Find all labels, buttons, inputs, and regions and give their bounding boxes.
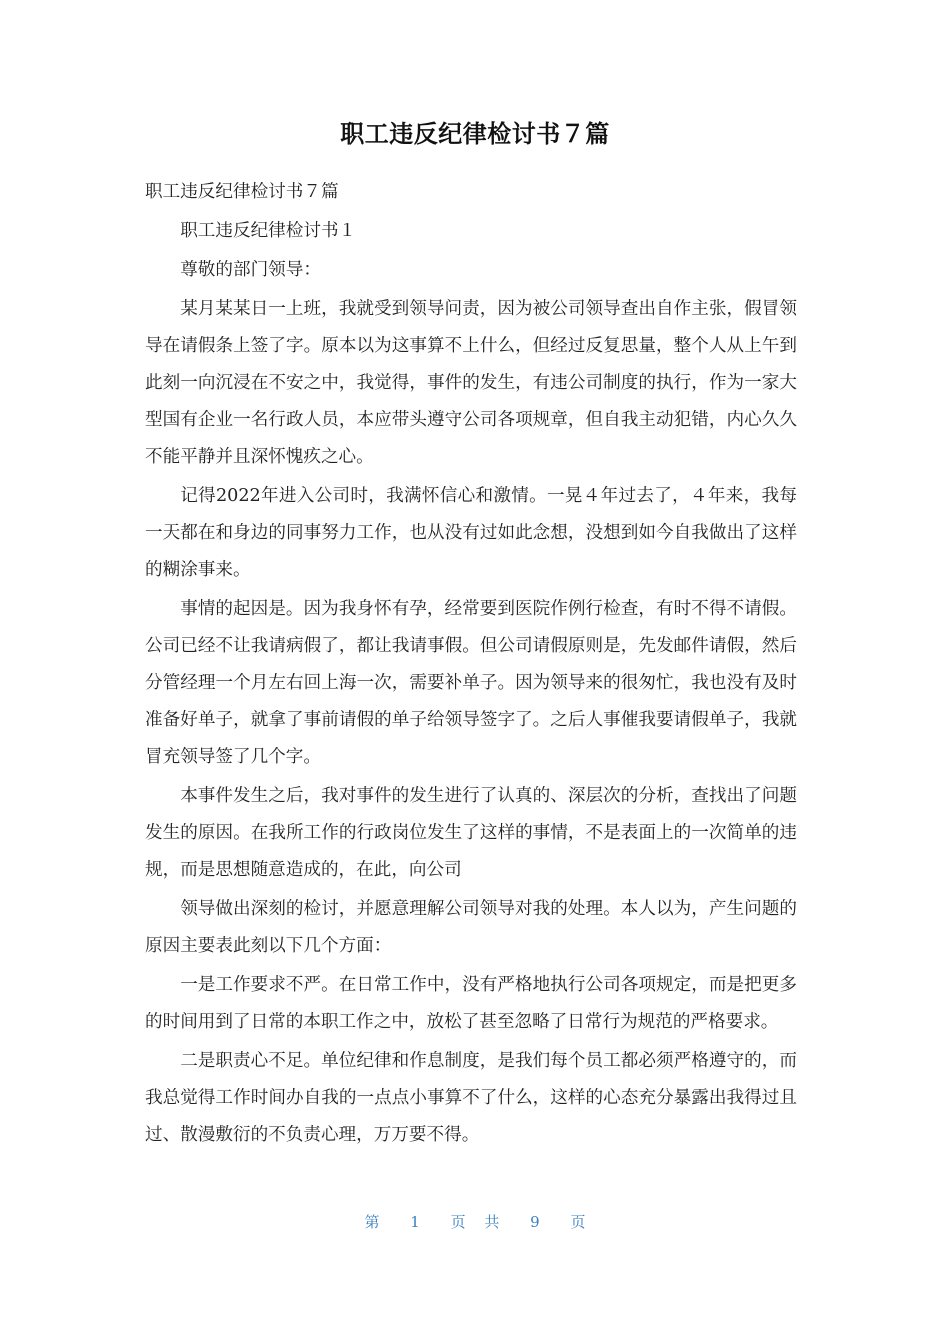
footer-end-label: 页 [570,1213,586,1231]
body-paragraph: 记得2022年进入公司时，我满怀信心和激情。一晃４年过去了，４年来，我每一天都在和身边的同事努力工作，也从没有过如此念想，没想到如今自我做出了这样的糊涂事来。 [145,486,797,580]
body-paragraph: 二是职责心不足。单位纪律和作息制度，是我们每个员工都必须严格遵守的，而我总觉得工作时间办自我的一点点小事算不了什么，这样的心态充分暴露出我得过且过、散漫敷衍的不负责心理，万万要不得。 [145,1051,797,1145]
body-paragraph: 一是工作要求不严。在日常工作中，没有严格地执行公司各项规定，而是把更多的时间用到了日常的本职工作之中，放松了甚至忽略了日常行为规范的严格要求。 [145,975,797,1032]
page-footer [0,1210,950,1234]
section-heading-1: 职工违反纪律检讨书１ [180,221,357,241]
salutation-paragraph: 尊敬的部门领导： [180,260,321,280]
document-body [145,174,797,1156]
footer-total-pages: 9 [530,1213,540,1231]
body-paragraph: 事情的起因是。因为我身怀有孕，经常要到医院作例行检查，有时不得不请假。公司已经不让我请病假了，都让我请事假。但公司请假原则是，先发邮件请假，然后分管经理一个月左右回上海一次，需要补单子。因为领导来的很匆忙，我也没有及时准备好单子，就拿了事前请假的单子给领导签字了。之后人事催我要请假单子，我就冒充领导签了几个字。 [145,599,797,767]
footer-current-page: 1 [410,1213,420,1231]
body-paragraph: 某月某某日一上班，我就受到领导问责，因为被公司领导查出自作主张，假冒领导在请假条上签了字。原本以为这事算不上什么，但经过反复思量，整个人从上午到此刻一向沉浸在不安之中，我觉得，事件的发生，有违公司制度的执行，作为一家大型国有企业一名行政人员，本应带头遵守公司各项规章，但自我主动犯错，内心久久不能平静并且深怀愧疚之心。 [145,299,797,467]
subtitle-paragraph: 职工违反纪律检讨书７篇 [145,182,339,202]
body-paragraph: 本事件发生之后，我对事件的发生进行了认真的、深层次的分析，查找出了问题发生的原因。在我所工作的行政岗位发生了这样的事情，不是表面上的一次简单的违规，而是思想随意造成的，在此，向公司 [145,786,797,880]
body-paragraph: 领导做出深刻的检讨，并愿意理解公司领导对我的处理。本人以为，产生问题的原因主要表此刻以下几个方面： [145,899,797,956]
footer-page-label: 第 [364,1213,380,1231]
footer-of-label: 页 共 [450,1213,500,1231]
document-title: 职工违反纪律检讨书７篇 [340,120,610,148]
